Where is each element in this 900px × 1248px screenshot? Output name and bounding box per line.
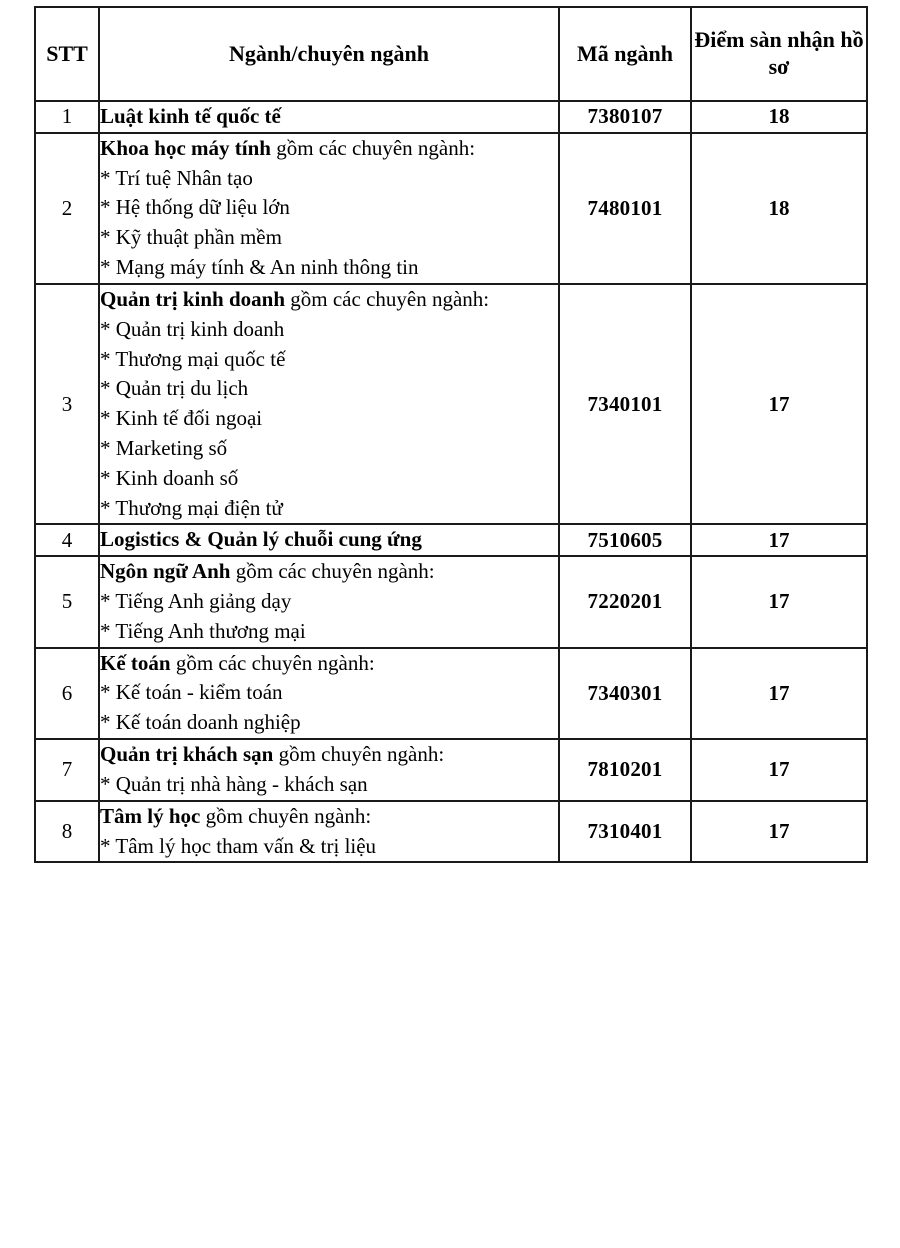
column-header-code: Mã ngành (559, 7, 691, 101)
program-name: Tâm lý học (100, 803, 201, 828)
table-row (35, 801, 867, 863)
program-suffix: gồm các chuyên ngành: (230, 559, 435, 584)
table-row (35, 524, 867, 556)
program-suffix: gồm chuyên ngành: (273, 742, 445, 767)
cell-major (99, 648, 559, 739)
cell-floor-score: 17 (691, 801, 867, 863)
table-header (35, 7, 867, 101)
cell-major (99, 801, 559, 863)
cell-major (99, 101, 559, 133)
program-name: Quản trị khách sạn (100, 742, 274, 767)
cell-floor-score: 17 (691, 524, 867, 556)
specialization-item: * Kỹ thuật phần mềm (100, 225, 282, 250)
column-header-stt: STT (35, 7, 99, 101)
specialization-list (100, 587, 558, 647)
cell-floor-score: 17 (691, 556, 867, 647)
program-title-line (100, 134, 558, 164)
table-row (35, 284, 867, 525)
cell-stt: 5 (35, 556, 99, 647)
specialization-item: * Quản trị du lịch (100, 376, 249, 401)
table-body (35, 101, 867, 862)
program-title-line (100, 740, 558, 770)
column-header-score: Điểm sàn nhận hồ sơ (691, 7, 867, 101)
cell-stt: 2 (35, 133, 99, 284)
specialization-list (100, 770, 558, 800)
specialization-list (100, 164, 558, 283)
cell-major-code: 7340301 (559, 648, 691, 739)
cell-major (99, 524, 559, 556)
program-name: Kế toán (100, 650, 171, 675)
specialization-item: * Kinh doanh số (100, 465, 239, 490)
table-row (35, 556, 867, 647)
program-name: Ngôn ngữ Anh (100, 559, 231, 584)
specialization-item: * Kế toán - kiểm toán (100, 680, 283, 705)
cell-major (99, 284, 559, 525)
program-suffix: gồm các chuyên ngành: (270, 135, 476, 160)
program-suffix: gồm chuyên ngành: (200, 803, 372, 828)
specialization-item: * Thương mại quốc tế (100, 346, 286, 371)
cell-stt: 7 (35, 739, 99, 801)
cell-major-code: 7480101 (559, 133, 691, 284)
cell-major-code: 7510605 (559, 524, 691, 556)
cell-major-code: 7220201 (559, 556, 691, 647)
specialization-item: * Thương mại điện tử (100, 495, 283, 520)
cell-major-code: 7380107 (559, 101, 691, 133)
cell-stt: 4 (35, 524, 99, 556)
program-name: Khoa học máy tính (100, 135, 271, 160)
table-row (35, 739, 867, 801)
cell-major (99, 556, 559, 647)
table-row (35, 133, 867, 284)
specialization-item: * Mạng máy tính & An ninh thông tin (100, 255, 419, 280)
cell-stt: 8 (35, 801, 99, 863)
specialization-item: * Tâm lý học tham vấn & trị liệu (100, 833, 377, 858)
cell-floor-score: 17 (691, 284, 867, 525)
cell-floor-score: 17 (691, 739, 867, 801)
program-title-line (100, 525, 558, 555)
cell-stt: 6 (35, 648, 99, 739)
cell-major-code: 7310401 (559, 801, 691, 863)
cell-major (99, 739, 559, 801)
specialization-item: * Hệ thống dữ liệu lớn (100, 195, 290, 220)
specialization-item: * Quản trị nhà hàng - khách sạn (100, 771, 368, 796)
specialization-item: * Kế toán doanh nghiệp (100, 710, 301, 735)
header-row (35, 7, 867, 101)
program-name: Luật kinh tế quốc tế (100, 104, 281, 128)
cell-floor-score: 18 (691, 133, 867, 284)
cell-stt: 3 (35, 284, 99, 525)
program-suffix: gồm các chuyên ngành: (170, 650, 375, 675)
program-title-line (100, 802, 558, 832)
program-title-line (100, 557, 558, 587)
cell-stt: 1 (35, 101, 99, 133)
column-header-major: Ngành/chuyên ngành (99, 7, 559, 101)
specialization-list (100, 678, 558, 738)
program-title-line (100, 649, 558, 679)
specialization-item: * Tiếng Anh giảng dạy (100, 589, 292, 613)
specialization-item: * Trí tuệ Nhân tạo (100, 165, 253, 190)
specialization-list (100, 832, 558, 862)
program-name: Logistics & Quản lý chuỗi cung ứng (100, 527, 422, 552)
specialization-item: * Marketing số (100, 435, 228, 460)
specialization-item: * Quản trị kinh doanh (100, 316, 285, 341)
program-suffix: gồm các chuyên ngành: (285, 286, 490, 311)
cell-major (99, 133, 559, 284)
cell-floor-score: 18 (691, 101, 867, 133)
program-title-line (100, 102, 558, 132)
program-title-line (100, 285, 558, 315)
cell-floor-score: 17 (691, 648, 867, 739)
table-row (35, 101, 867, 133)
specialization-list (100, 315, 558, 524)
specialization-item: * Tiếng Anh thương mại (100, 618, 306, 643)
specialization-item: * Kinh tế đối ngoại (100, 406, 263, 431)
cell-major-code: 7340101 (559, 284, 691, 525)
table-row (35, 648, 867, 739)
cell-major-code: 7810201 (559, 739, 691, 801)
program-name: Quản trị kinh doanh (100, 286, 286, 311)
admissions-table (34, 6, 868, 863)
